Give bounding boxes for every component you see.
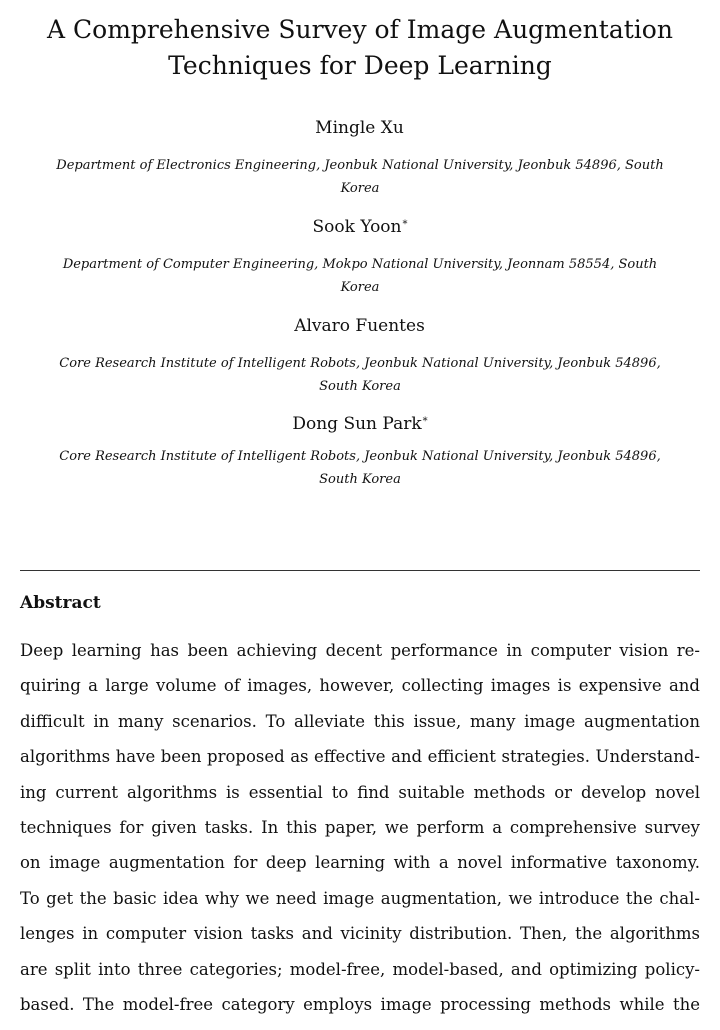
affiliation-line: Core Research Institute of Intelligent Robots, Jeonbuk National University, Jeonbuk 54896,: [59, 356, 661, 371]
author-name-text: Mingle Xu: [315, 118, 404, 138]
affiliation-line: South Korea: [319, 472, 401, 487]
author-name: [0, 315, 720, 337]
affiliation-line: Core Research Institute of Intelligent Robots, Jeonbuk National University, Jeonbuk 54896,: [59, 449, 661, 464]
abstract-line: quiring a large volume of images, however, collecting images is expensive and: [20, 676, 700, 696]
affiliation-line: Korea: [340, 280, 380, 295]
title-line: A Comprehensive Survey of Image Augmentation: [47, 15, 673, 44]
abstract-line: algorithms have been proposed as effective and efficient strategies. Understand-: [20, 747, 700, 767]
author-affiliation: [0, 253, 720, 299]
author-affiliation: [0, 154, 720, 200]
abstract-text: [20, 636, 700, 1025]
author-name-text: Alvaro Fuentes: [294, 316, 425, 336]
author-name-text: Sook Yoon: [312, 217, 402, 237]
corresponding-mark: *: [422, 416, 428, 427]
abstract-heading: Abstract: [20, 593, 101, 613]
abstract-line: are split into three categories; model-free, model-based, and optimizing policy-: [20, 959, 700, 979]
author-name: [0, 413, 720, 435]
author-affiliation: [0, 352, 720, 398]
abstract-line: techniques for given tasks. In this paper, we perform a comprehensive survey: [20, 817, 700, 837]
author-name: [0, 216, 720, 238]
abstract-line: ing current algorithms is essential to find suitable methods or develop novel: [20, 782, 700, 802]
abstract-line: To get the basic idea why we need image augmentation, we introduce the chal-: [20, 888, 700, 908]
affiliation-line: Korea: [340, 181, 380, 196]
author-affiliation: [0, 445, 720, 491]
corresponding-mark: *: [402, 219, 408, 230]
section-divider: [20, 570, 700, 571]
paper-title: [0, 12, 720, 84]
affiliation-line: Department of Computer Engineering, Mokpo National University, Jeonnam 58554, South: [62, 257, 658, 272]
abstract-line: difficult in many scenarios. To alleviate this issue, many image augmentation: [20, 711, 700, 731]
affiliation-line: Department of Electronics Engineering, Jeonbuk National University, Jeonbuk 54896, South: [56, 158, 664, 173]
abstract-line: lenges in computer vision tasks and vicinity distribution. Then, the algorithms: [20, 924, 700, 944]
title-line: Techniques for Deep Learning: [168, 51, 552, 80]
affiliation-line: South Korea: [319, 379, 401, 394]
abstract-line: Deep learning has been achieving decent performance in computer vision re-: [20, 641, 700, 660]
author-name: [0, 117, 720, 139]
author-name-text: Dong Sun Park: [292, 414, 422, 434]
abstract-line: on image augmentation for deep learning with a novel informative taxonomy.: [20, 853, 700, 873]
abstract-line: based. The model-free category employs image processing methods while the: [20, 994, 700, 1014]
